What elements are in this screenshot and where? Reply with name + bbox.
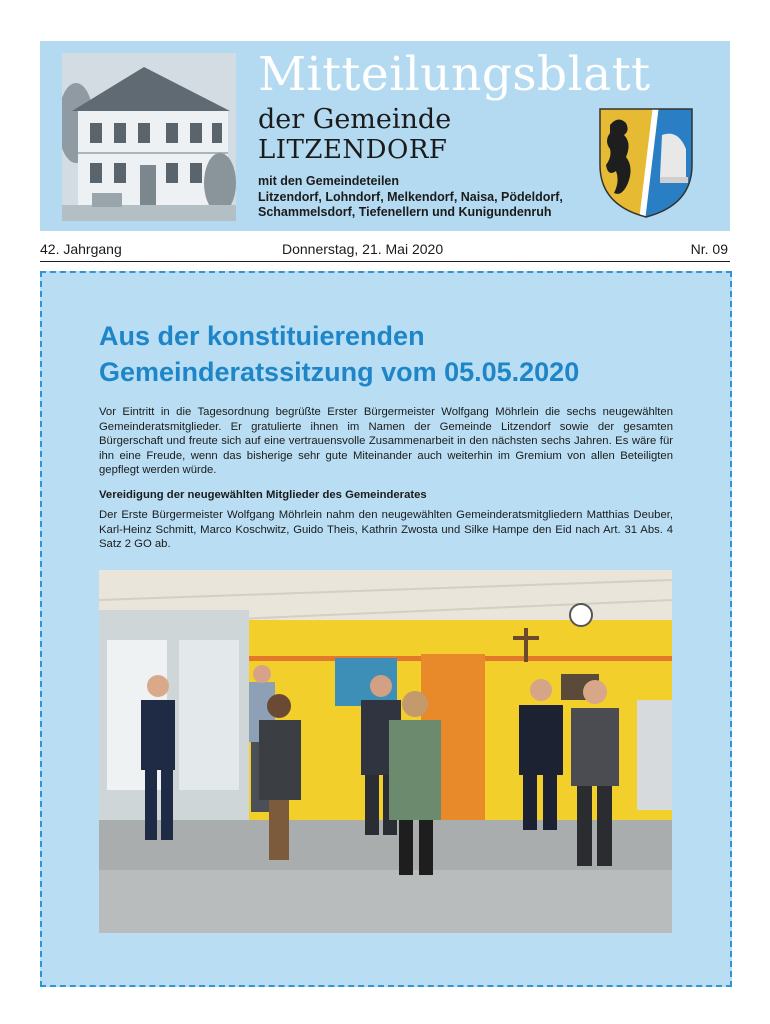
districts-list [258,174,563,221]
headline-line-1: Aus der konstituierenden [99,321,425,351]
article-paragraph-2: Der Erste Bürgermeister Wolfgang Möhrlein nahm den neugewählten Gemeinderatsmitgliedern Matthias Deuber, Karl-Heinz Schmitt, Marco Koschwitz, Guido Theis, Kathrin Zwosta und Silke Hampe den Eid nach Art. 31 Abs. 4 Satz 2 GO ab. [99,509,673,551]
issue-number: Nr. 09 [690,241,728,257]
masthead-title: Mitteilungsblatt [258,47,651,102]
council-group-photo [99,570,672,933]
town-hall-photo [62,53,236,221]
masthead-subtitle-gemeinde: der Gemeinde [258,104,452,135]
issue-date: Donnerstag, 21. Mai 2020 [282,241,444,257]
coat-of-arms-icon [596,105,696,221]
masthead [40,41,730,231]
headline-line-2: Gemeinderatssitzung vom 05.05.2020 [99,357,580,387]
article-box [40,271,732,987]
districts-line-2: Schammelsdorf, Tiefenellern und Kunigundenruh [258,205,552,219]
masthead-subtitle-town: LITZENDORF [258,135,448,165]
districts-line-1: Litzendorf, Lohndorf, Melkendorf, Naisa, Pödeldorf, [258,189,563,204]
districts-intro: mit den Gemeindeteilen [258,174,400,188]
article-subheading: Vereidigung der neugewählten Mitglieder des Gemeinderates [99,489,427,501]
issue-info-bar [40,241,730,262]
article-headline [99,318,579,390]
issue-volume: 42. Jahrgang [40,241,122,257]
article-paragraph-1: Vor Eintritt in die Tagesordnung begrüßte Erster Bürgermeister Wolfgang Möhrlein die sechs neugewählten Gemeinderatsmitglieder. Er gratulierte ihnen im Namen der Gemeinde Litzendorf sowie der gesamten Bürgerschaft und freute sich auf eine vertrauensvolle Zusammenarbeit in den nächsten sechs Jahren. Es wäre für ihn eine Freude, wenn das bisherige sehr gute Miteinander auch weiterhin im Gremium von allen Beteiligten gepflegt werden würde. [99,406,673,477]
